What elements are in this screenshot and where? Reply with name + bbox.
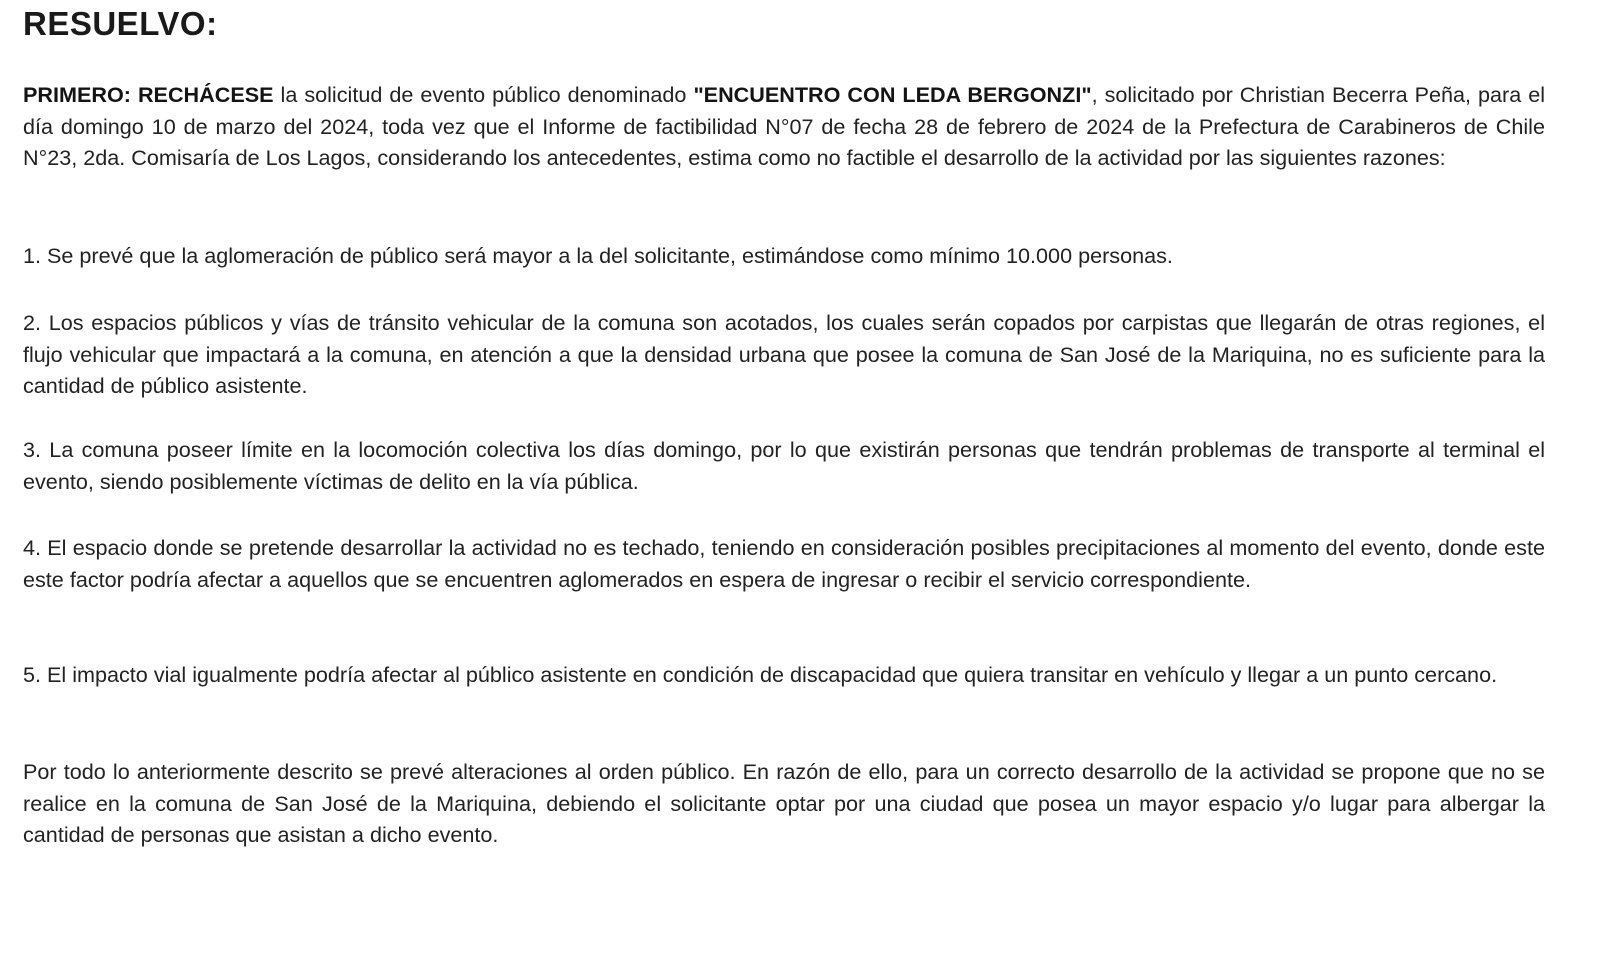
reason-item-5: 5. El impacto vial igualmente podría afectar al público asistente en condición de discapacidad que quiera transitar en vehículo y llegar a un punto cercano. (23, 662, 1498, 687)
reason-item-3: 3. La comuna poseer límite en la locomoción colectiva los días domingo, por lo que existirán personas que tendrán problemas de transporte al terminal el evento, siendo posiblemente víctimas de delito en la vía pública. (23, 437, 1545, 494)
closing-paragraph: Por todo lo anteriormente descrito se prevé alteraciones al orden público. En razón de ello, para un correcto desarrollo de la actividad se propone que no se realice en la comuna de San José de la Mariquina, debiendo el solicitante optar por una ciudad que posea un mayor espacio y/o lugar para albergar la cantidad de personas que asistan a dicho evento. (23, 759, 1545, 848)
primero-paragraph (23, 79, 1545, 174)
primero-label: PRIMERO: RECHÁCESE (23, 82, 274, 107)
reason-item-2: 2. Los espacios públicos y vías de tránsito vehicular de la comuna son acotados, los cuales serán copados por carpistas que llegarán de otras regiones, el flujo vehicular que impactará a la comuna, en atención a que la densidad urbana que posee la comuna de San José de la Mariquina, no es suficiente para la cantidad de público asistente. (23, 310, 1545, 399)
primero-text-before-event: la solicitud de evento público denominado (273, 82, 694, 107)
document-page (23, 0, 1545, 960)
reason-item-4: 4. El espacio donde se pretende desarrollar la actividad no es techado, teniendo en consideración posibles precipitaciones al momento del evento, donde este este factor podría afectar a aquellos que se encuentren aglomerados en espera de ingresar o recibir el servicio correspondiente. (23, 535, 1545, 592)
event-name: "ENCUENTRO CON LEDA BERGONZI" (693, 82, 1092, 107)
reason-item-1: 1. Se prevé que la aglomeración de público será mayor a la del solicitante, estimándose como mínimo 10.000 personas. (23, 243, 1173, 268)
resolution-heading: RESUELVO: (23, 5, 218, 42)
primero-text-after-event: , solicitado por Christian Becerra Peña, para el día domingo 10 de marzo del 2024, toda vez que el Informe de factibilidad N°07 de fecha 28 de febrero de 2024 de la Prefectura de Carabineros de Chile N°23, 2da. Comisaría de Los Lagos, considerando los antecedentes, estima como no factible el desarrollo de la actividad por las siguientes razones: (23, 82, 1545, 171)
